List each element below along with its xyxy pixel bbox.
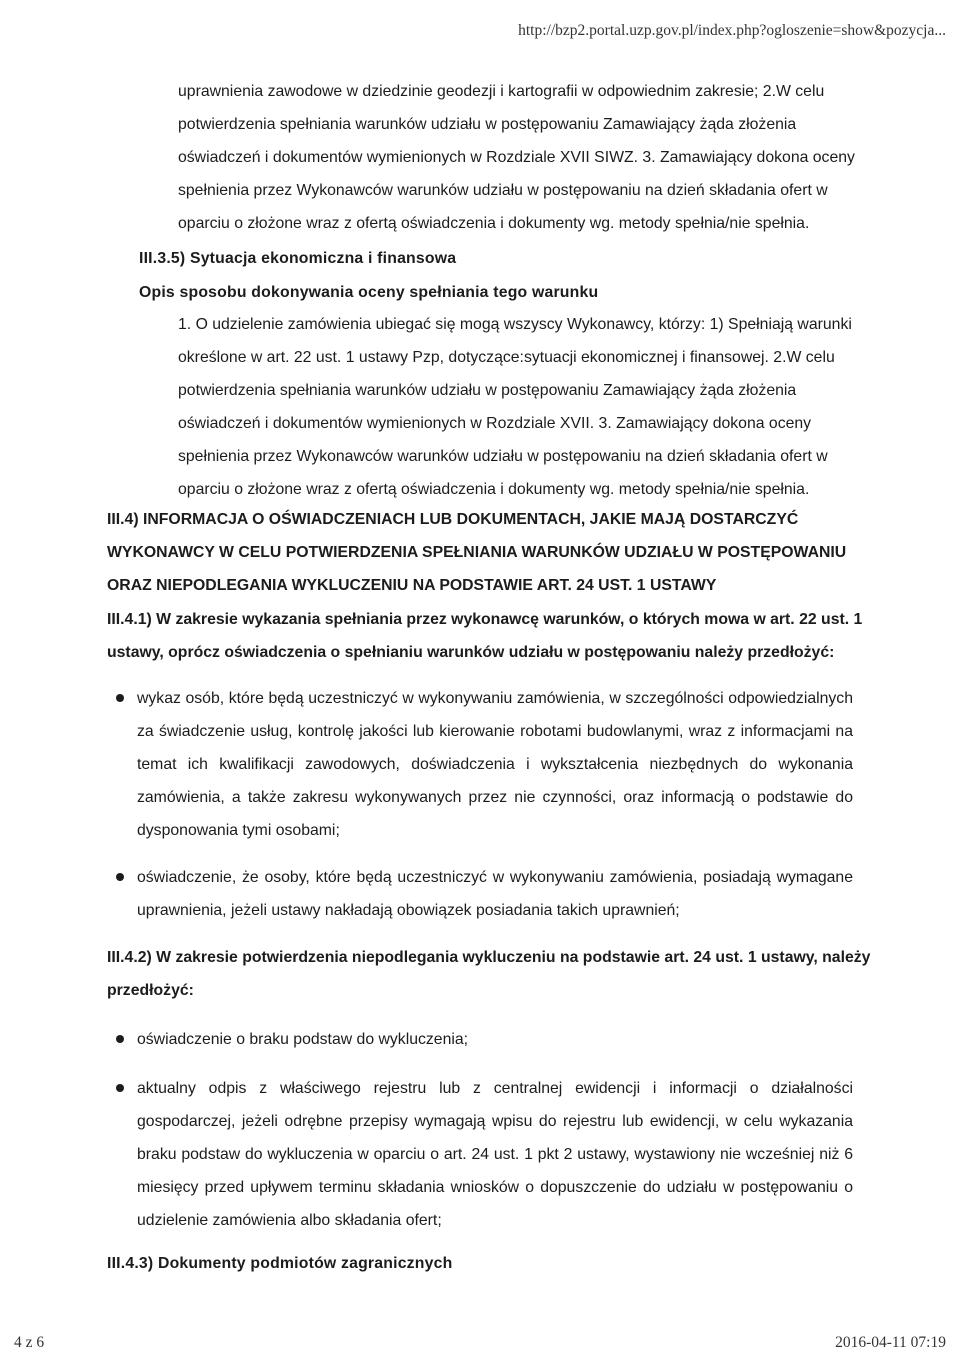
list-item: aktualny odpis z właściwego rejestru lub z centralnej ewidencji i informacji o działalności gospodarczej, jeżeli odrębne przepisy wymagają wpisu do rejestru lub ewidencji, w celu wykazania braku podstaw do wykluczenia w oparciu o art. 24 ust. 1 pkt 2 ustawy, wystawiony nie wcześniej niż 6 miesięcy przed upływem terminu składania wniosków o dopuszczenie do udziału w postępowaniu o udzielenie zamówienia albo składania ofert;: [137, 1080, 853, 1229]
section-3-5-text: 1. O udzielenie zamówienia ubiegać się mogą wszyscy Wykonawcy, którzy: 1) Spełniają warunki określone w art. 22 ust. 1 ustawy Pzp, dotyczące:sytuacji ekonomicznej i finansowej. 2.W celu potwierdzenia spełniania warunków udziału w postępowaniu Zamawiający żąda złożenia oświadczeń i dokumentów wymienionych w Rozdziale XVII. 3. Zamawiający dokona oceny spełnienia przez Wykonawców warunków udziału w postępowaniu na dzień składania ofert w oparciu o złożone wraz z ofertą oświadczenia i dokumenty wg. metody spełnia/nie spełnia.: [178, 316, 852, 498]
page-number: 4 z 6: [14, 1334, 45, 1351]
page-url: http://bzp2.portal.uzp.gov.pl/index.php?ogloszenie=show&pozycja...: [518, 22, 946, 39]
bullet-icon: [116, 1084, 124, 1092]
section-3-5-title: III.3.5) Sytuacja ekonomiczna i finansowa: [139, 250, 457, 267]
section-3-4-continuation: uprawnienia zawodowe w dziedzinie geodezji i kartografii w odpowiednim zakresie; 2.W celu potwierdzenia spełniania warunków udziału w postępowaniu Zamawiający żąda złożenia oświadczeń i dokumentów wymienionych w Rozdziale XVII SIWZ. 3. Zamawiający dokona oceny spełnienia przez Wykonawców warunków udziału w postępowaniu na dzień składania ofert w oparciu o złożone wraz z ofertą oświadczenia i dokumenty wg. metody spełnia/nie spełnia.: [178, 83, 855, 232]
section-4-title: III.4) INFORMACJA O OŚWIADCZENIACH LUB DOKUMENTACH, JAKIE MAJĄ DOSTARCZYĆ WYKONAWCY W CELU POTWIERDZENIA SPEŁNIANIA WARUNKÓW UDZIAŁU W POSTĘPOWANIU ORAZ NIEPODLEGANIA WYKLUCZENIU NA PODSTAWIE ART. 24 UST. 1 USTAWY: [107, 511, 847, 594]
section-4-3-title: III.4.3) Dokumenty podmiotów zagranicznych: [107, 1255, 453, 1272]
list-item: wykaz osób, które będą uczestniczyć w wykonywaniu zamówienia, w szczególności odpowiedzialnych za świadczenie usług, kontrolę jakości lub kierowanie robotami budowlanymi, wraz z informacjami na temat ich kwalifikacji zawodowych, doświadczenia i wykształcenia niezbędnych do wykonania zamówienia, a także zakresu wykonywanych przez nie czynności, oraz informacją o podstawie do dysponowania tymi osobami;: [137, 690, 853, 839]
list-item: oświadczenie, że osoby, które będą uczestniczyć w wykonywaniu zamówienia, posiadają wymagane uprawnienia, jeżeli ustawy nakładają obowiązek posiadania takich uprawnień;: [137, 869, 853, 919]
print-datetime: 2016-04-11 07:19: [835, 1334, 946, 1351]
section-3-5-subtitle: Opis sposobu dokonywania oceny spełniania tego warunku: [139, 284, 599, 301]
bullet-icon: [116, 694, 124, 702]
bullet-icon: [116, 873, 124, 881]
section-4-2-title: III.4.2) W zakresie potwierdzenia niepodlegania wykluczeniu na podstawie art. 24 ust. 1 ustawy, należy przedłożyć:: [107, 949, 871, 999]
bullet-icon: [116, 1035, 124, 1043]
section-4-1-title: III.4.1) W zakresie wykazania spełniania przez wykonawcę warunków, o których mowa w art. 22 ust. 1 ustawy, oprócz oświadczenia o spełnianiu warunków udziału w postępowaniu należy przedłożyć:: [107, 611, 863, 661]
list-item: oświadczenie o braku podstaw do wykluczenia;: [137, 1031, 469, 1048]
